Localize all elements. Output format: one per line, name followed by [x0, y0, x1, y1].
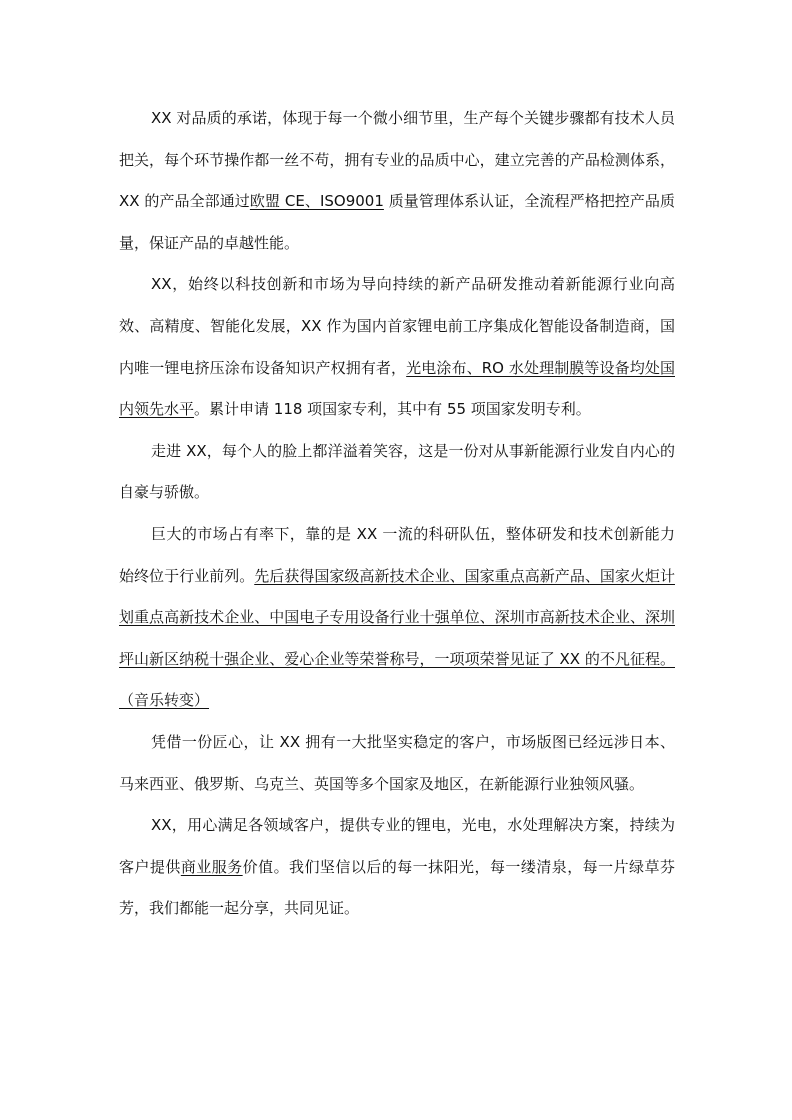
paragraph-text: 质量管理体系认证，全流程严格把控产品质量，保证产品的卓越性能。 [119, 192, 675, 252]
paragraph-quality-commitment [119, 98, 675, 264]
paragraph-customers [119, 722, 675, 805]
underlined-text: 光电涂布、RO 水处理制膜等设备均处国内领先水平 [119, 358, 675, 419]
paragraph-text: 巨大的市场占有率下，靠的是 XX 一流的科研队伍，整体研发和技术创新能力始终位于行业前列。 [119, 524, 675, 585]
underlined-text: 商业服务 [180, 857, 243, 876]
underlined-text: 欧盟 CE、ISO9001 [249, 192, 384, 211]
paragraph-text: XX，用心满足各领域客户，提供专业的锂电，光电，水处理解决方案，持续为客户提供 [119, 816, 675, 876]
paragraph-text: 凭借一份匠心，让 XX 拥有一大批坚实稳定的客户，市场版图已经远涉日本、马来西亚、俄罗斯、乌克兰、英国等多个国家及地区，在新能源行业独领风骚。 [119, 732, 675, 793]
paragraph-text: XX 对品质的承诺，体现于每一个微小细节里，生产每个关键步骤都有技术人员把关，每个环节操作都一丝不苟，拥有专业的品质中心，建立完善的产品检测体系，XX 的产品全部通过 [119, 109, 675, 211]
paragraph-text: 。累计申请 118 项国家专利，其中有 55 项国家发明专利。 [194, 400, 591, 419]
document-page [119, 98, 675, 930]
paragraph-honors [119, 514, 675, 722]
paragraph-text: XX，始终以科技创新和市场为导向持续的新产品研发推动着新能源行业向高效、高精度、智能化发展，XX 作为国内首家锂电前工序集成化智能设备制造商，国内唯一锂电挤压涂布设备知识产权拥有者， [119, 275, 675, 377]
paragraph-text: 价值。我们坚信以后的每一抹阳光，每一缕清泉，每一片绿草芬芳，我们都能一起分享，共同见证。 [119, 857, 675, 918]
underlined-text: 先后获得国家级高新技术企业、国家重点高新产品、国家火炬计划重点高新技术企业、中国电子专用设备行业十强单位、深圳市高新技术企业、深圳坪山新区纳税十强企业、爱心企业等荣誉称号，一项项荣誉见证了 XX 的不凡征程。（音乐转变） [119, 566, 675, 710]
paragraph-text: 走进 XX，每个人的脸上都洋溢着笑容，这是一份对从事新能源行业发自内心的自豪与骄傲。 [119, 441, 675, 502]
paragraph-closing [119, 805, 675, 930]
paragraph-pride [119, 431, 675, 514]
paragraph-innovation [119, 264, 675, 430]
